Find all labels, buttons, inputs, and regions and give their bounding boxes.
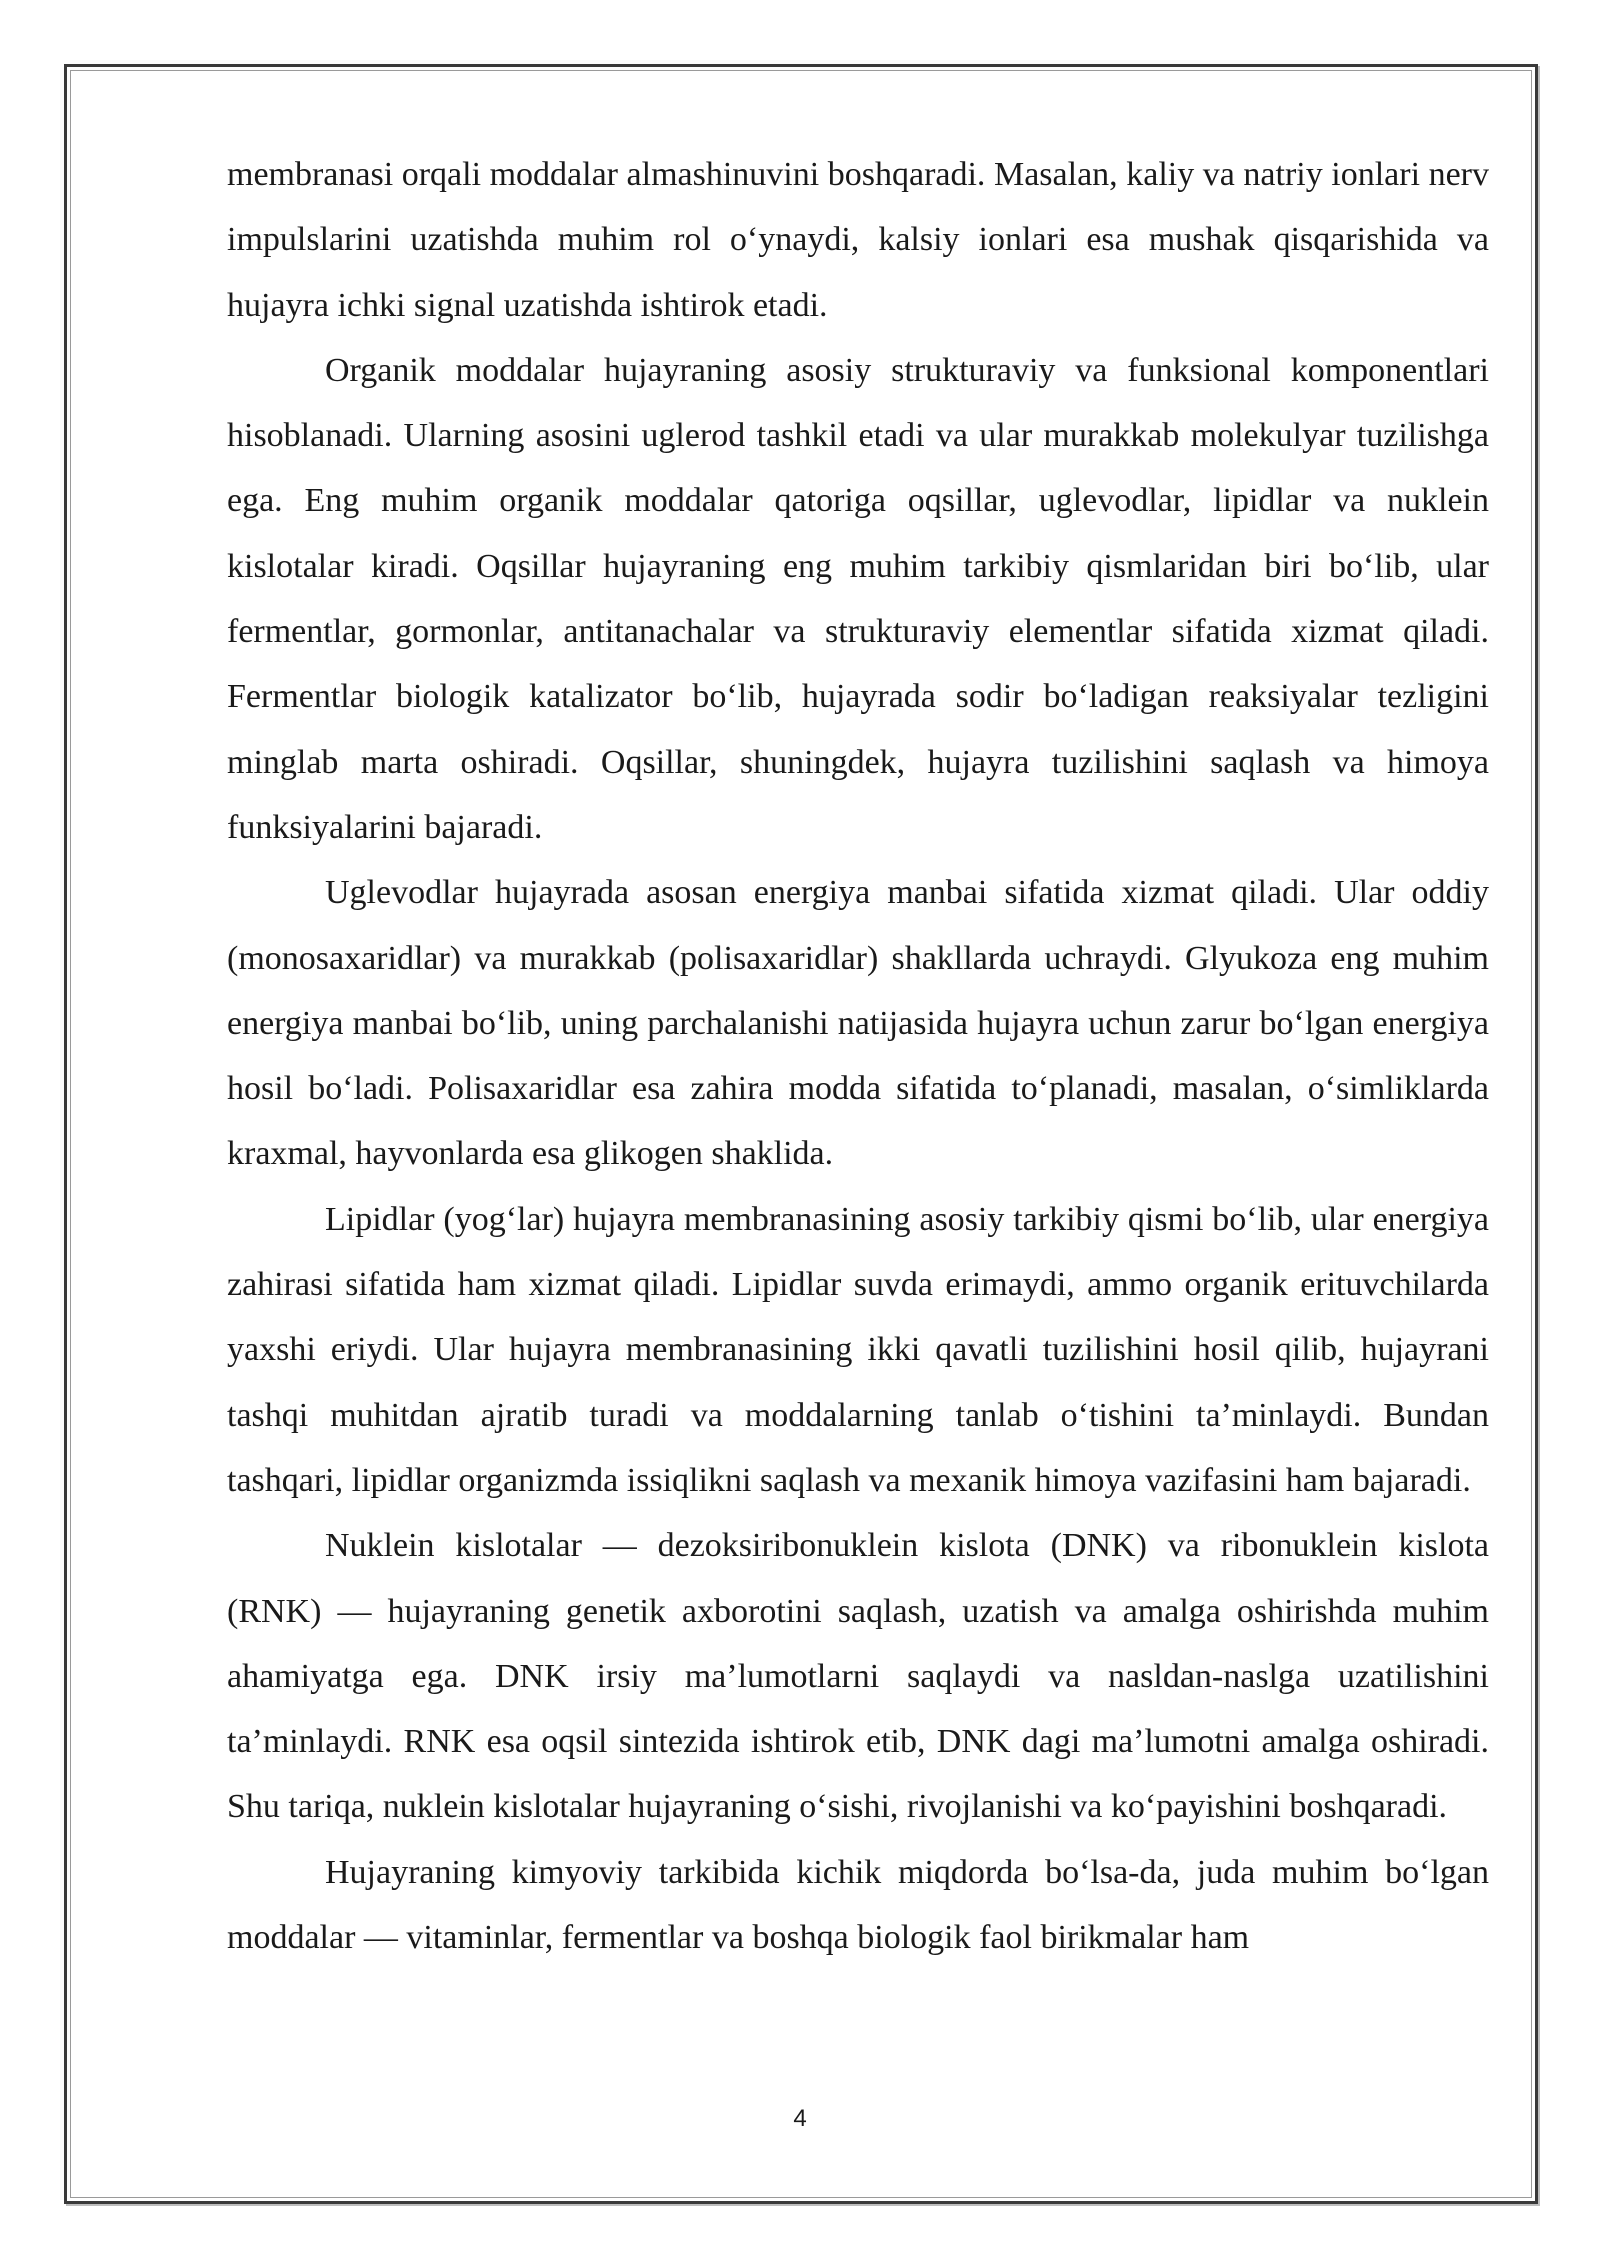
paragraph: Hujayraning kimyoviy tarkibida kichik miqdorda bo‘lsa-da, juda muhim bo‘lgan moddalar — vitaminlar, fermentlar va boshqa biologik faol birikmalar ham — [227, 1853, 1489, 1957]
document-body — [227, 142, 1489, 1970]
paragraph: Uglevodlar hujayrada asosan energiya manbai sifatida xizmat qiladi. Ular oddiy (monosaxaridlar) va murakkab (polisaxaridlar) shakllarda uchraydi. Glyukoza eng muhim energiya manbai bo‘lib, uning parchalanishi natijasida hujayra uchun zarur bo‘lgan energiya hosil bo‘ladi. Polisaxaridlar esa zahira modda sifatida to‘planadi, masalan, o‘simliklarda kraxmal, hayvonlarda esa glikogen shaklida. — [227, 874, 1489, 1173]
paragraph: Lipidlar (yog‘lar) hujayra membranasining asosiy tarkibiy qismi bo‘lib, ular energiya zahirasi sifatida ham xizmat qiladi. Lipidlar suvda erimaydi, ammo organik erituvchilarda yaxshi eriydi. Ular hujayra membranasining ikki qavatli tuzilishini hosil qilib, hujayrani tashqi muhitdan ajratib turadi va moddalarning tanlab o‘tishini ta’minlaydi. Bundan tashqari, lipidlar organizmda issiqlikni saqlash va mexanik himoya vazifasini ham bajaradi. — [227, 1200, 1489, 1499]
paragraph: membranasi orqali moddalar almashinuvini boshqaradi. Masalan, kaliy va natriy ionlari nerv impulslarini uzatishda muhim rol o‘ynaydi, kalsiy ionlari esa mushak qisqarishida va hujayra ichki signal uzatishda ishtirok etadi. — [227, 156, 1489, 324]
page-number: 4 — [793, 2105, 807, 2132]
paragraph: Organik moddalar hujayraning asosiy strukturaviy va funksional komponentlari hisoblanadi. Ularning asosini uglerod tashkil etadi va ular murakkab molekulyar tuzilishga ega. Eng muhim organik moddalar qatoriga oqsillar, uglevodlar, lipidlar va nuklein kislotalar kiradi. Oqsillar hujayraning eng muhim tarkibiy qismlaridan biri bo‘lib, ular fermentlar, gormonlar, antitanachalar va strukturaviy elementlar sifatida xizmat qiladi. Fermentlar biologik katalizator bo‘lib, hujayrada sodir bo‘ladigan reaksiyalar tezligini minglab marta oshiradi. Oqsillar, shuningdek, hujayra tuzilishini saqlash va himoya funksiyalarini bajaradi. — [227, 351, 1489, 846]
paragraph: Nuklein kislotalar — dezoksiribonuklein kislota (DNK) va ribonuklein kislota (RNK) — hujayraning genetik axborotini saqlash, uzatish va amalga oshirishda muhim ahamiyatga ega. DNK irsiy ma’lumotlarni saqlaydi va nasldan-naslga uzatilishini ta’minlaydi. RNK esa oqsil sintezida ishtirok etib, DNK dagi ma’lumotni amalga oshiradi. Shu tariqa, nuklein kislotalar hujayraning o‘sishi, rivojlanishi va ko‘payishini boshqaradi. — [227, 1527, 1489, 1826]
